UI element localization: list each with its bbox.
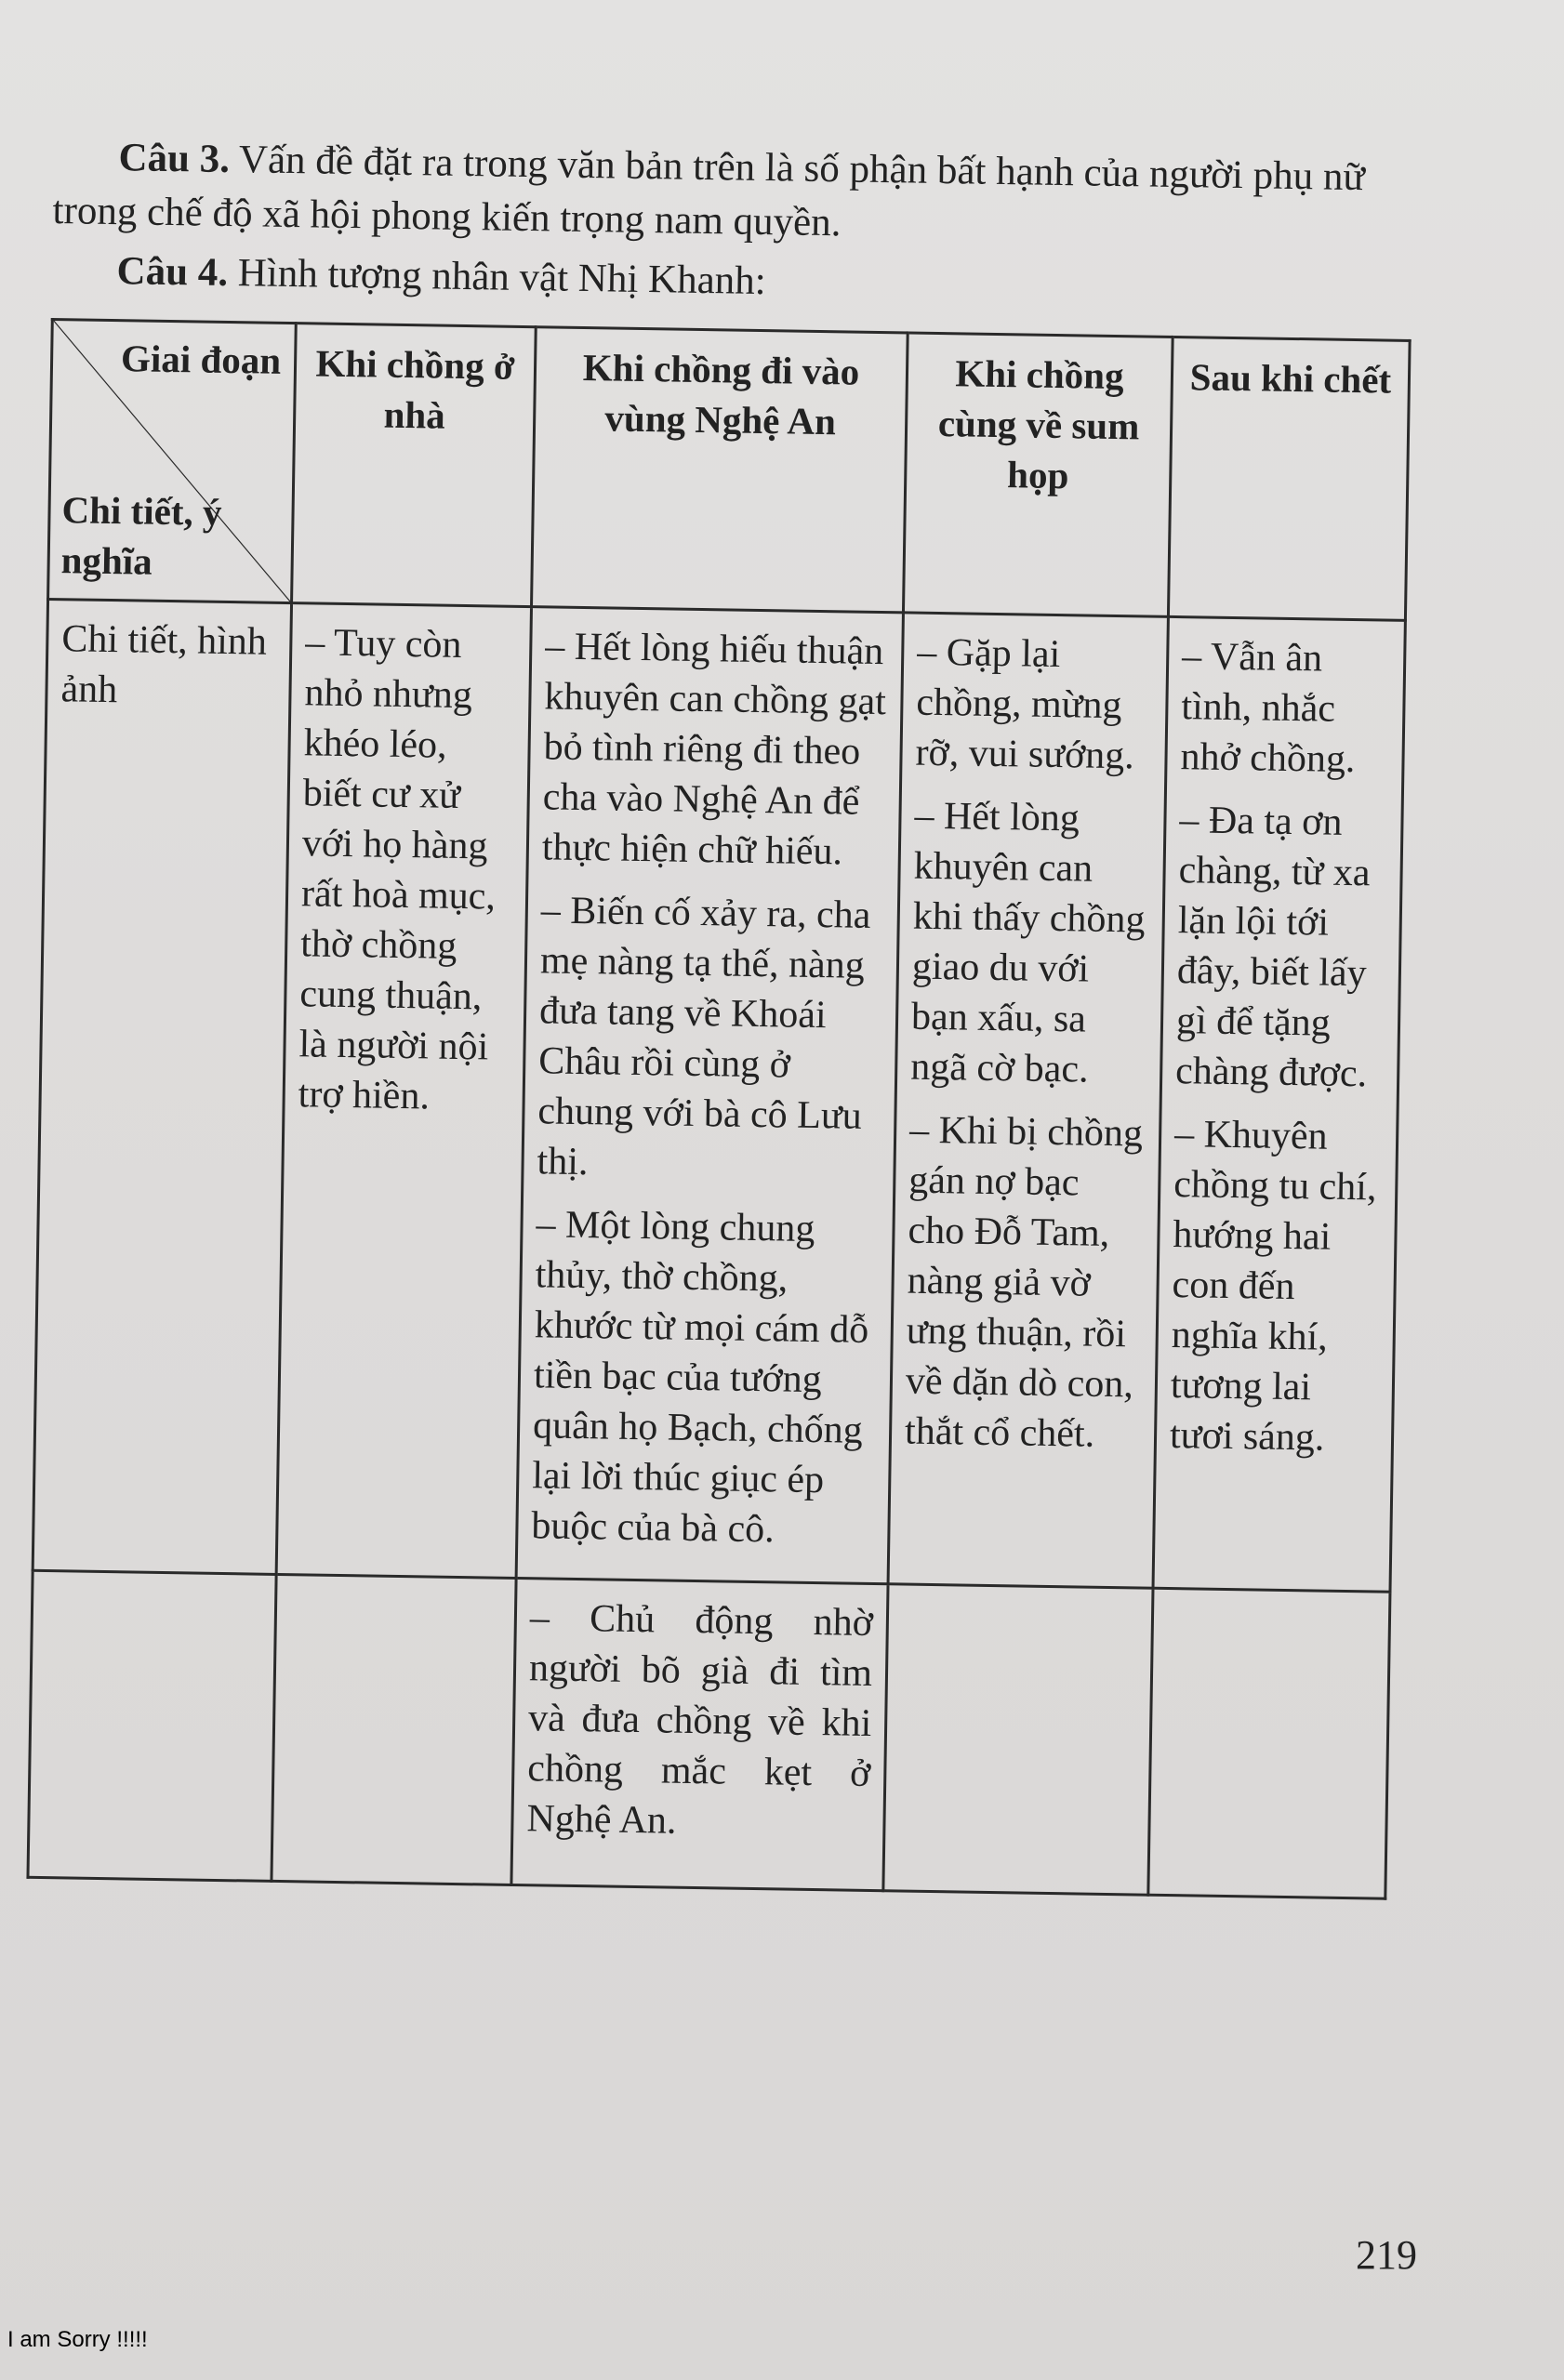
question-4-label: Câu 4. [116, 249, 229, 295]
list-item: – Gặp lại chồng, mừng rỡ, vui sướng. [915, 630, 1135, 778]
cell-nghe-an-extra [511, 1579, 888, 1891]
column-header-nghe-an: Khi chồng đi vào vùng Nghệ An [532, 327, 908, 613]
list-item: – Biến cố xảy ra, cha mẹ nàng tạ thế, nàng đưa tang về Khoái Châu rồi cùng ở chung với bà cô Lưu thị. [537, 889, 871, 1184]
empty-cell [272, 1574, 516, 1884]
empty-cell [1148, 1588, 1390, 1898]
list-item: – Tuy còn nhỏ nhưng khéo léo, biết cư xử với họ hàng rất hoà mục, thờ chồng cung thuận, là người nội trợ hiền. [298, 621, 497, 1118]
header-stage-label: Giai đoạn [120, 337, 282, 382]
cell-nghe-an [516, 607, 903, 1584]
page-content [26, 130, 1420, 1900]
column-header-at-home: Khi chồng ở nhà [292, 324, 537, 607]
list-item: – Chủ động nhờ người bõ già đi tìm và đưa chồng về khi chồng mắc kẹt ở Nghệ An. [526, 1596, 874, 1843]
empty-cell [883, 1584, 1153, 1895]
diagonal-header-cell [48, 319, 297, 602]
page-number: 219 [1356, 2232, 1417, 2278]
question-4-text: Hình tượng nhân vật Nhị Khanh: [237, 251, 767, 304]
cell-at-home [276, 603, 531, 1579]
header-detail-label: Chi tiết, ý nghĩa [60, 488, 222, 583]
list-item: – Vẫn ân tình, nhắc nhở chồng. [1180, 635, 1356, 782]
list-item: – Hết lòng hiếu thuận khuyên can chồng gạt bỏ tình riêng đi theo cha vào Nghệ An để thực hiện chữ hiếu. [541, 625, 887, 874]
column-header-reunion: Khi chồng cùng về sum họp [903, 333, 1173, 616]
list-item: – Khi bị chồng gán nợ bạc cho Đỗ Tam, nàng giả vờ ưng thuận, rồi về dặn dò con, thắt cổ chết. [904, 1108, 1144, 1456]
empty-cell [28, 1570, 276, 1881]
cell-after-death [1153, 616, 1405, 1592]
question-3-label: Câu 3. [118, 136, 231, 181]
table-row [28, 1570, 1390, 1898]
character-table [26, 318, 1411, 1900]
cell-reunion [888, 613, 1168, 1588]
footer-caption: I am Sorry !!!!! [7, 2327, 148, 2352]
list-item: – Một lòng chung thủy, thờ chồng, khước từ mọi cám dỗ tiền bạc của tướng quân họ Bạch, chống lại lời thúc giục ép buộc của bà cô. [531, 1203, 869, 1552]
table-row [33, 599, 1405, 1592]
list-item: – Đa tạ ơn chàng, từ xa lặn lội tới đây, biết lấy gì để tặng chàng được. [1174, 799, 1371, 1096]
row-label-details: Chi tiết, hình ảnh [33, 599, 291, 1574]
question-3-text: Vấn đề đặt ra trong văn bản trên là số phận bất hạnh của người phụ nữ trong chế độ xã hội phong kiến trọng nam quyền. [52, 138, 1366, 245]
column-header-after-death: Sau khi chết [1168, 337, 1410, 620]
table-header-row [48, 319, 1411, 620]
list-item: – Hết lòng khuyên can khi thấy chồng giao du với bạn xấu, sa ngã cờ bạc. [909, 794, 1146, 1091]
question-3 [52, 130, 1421, 259]
list-item: – Khuyên chồng tu chí, hướng hai con đến nghĩa khí, tương lai tươi sáng. [1169, 1113, 1377, 1460]
